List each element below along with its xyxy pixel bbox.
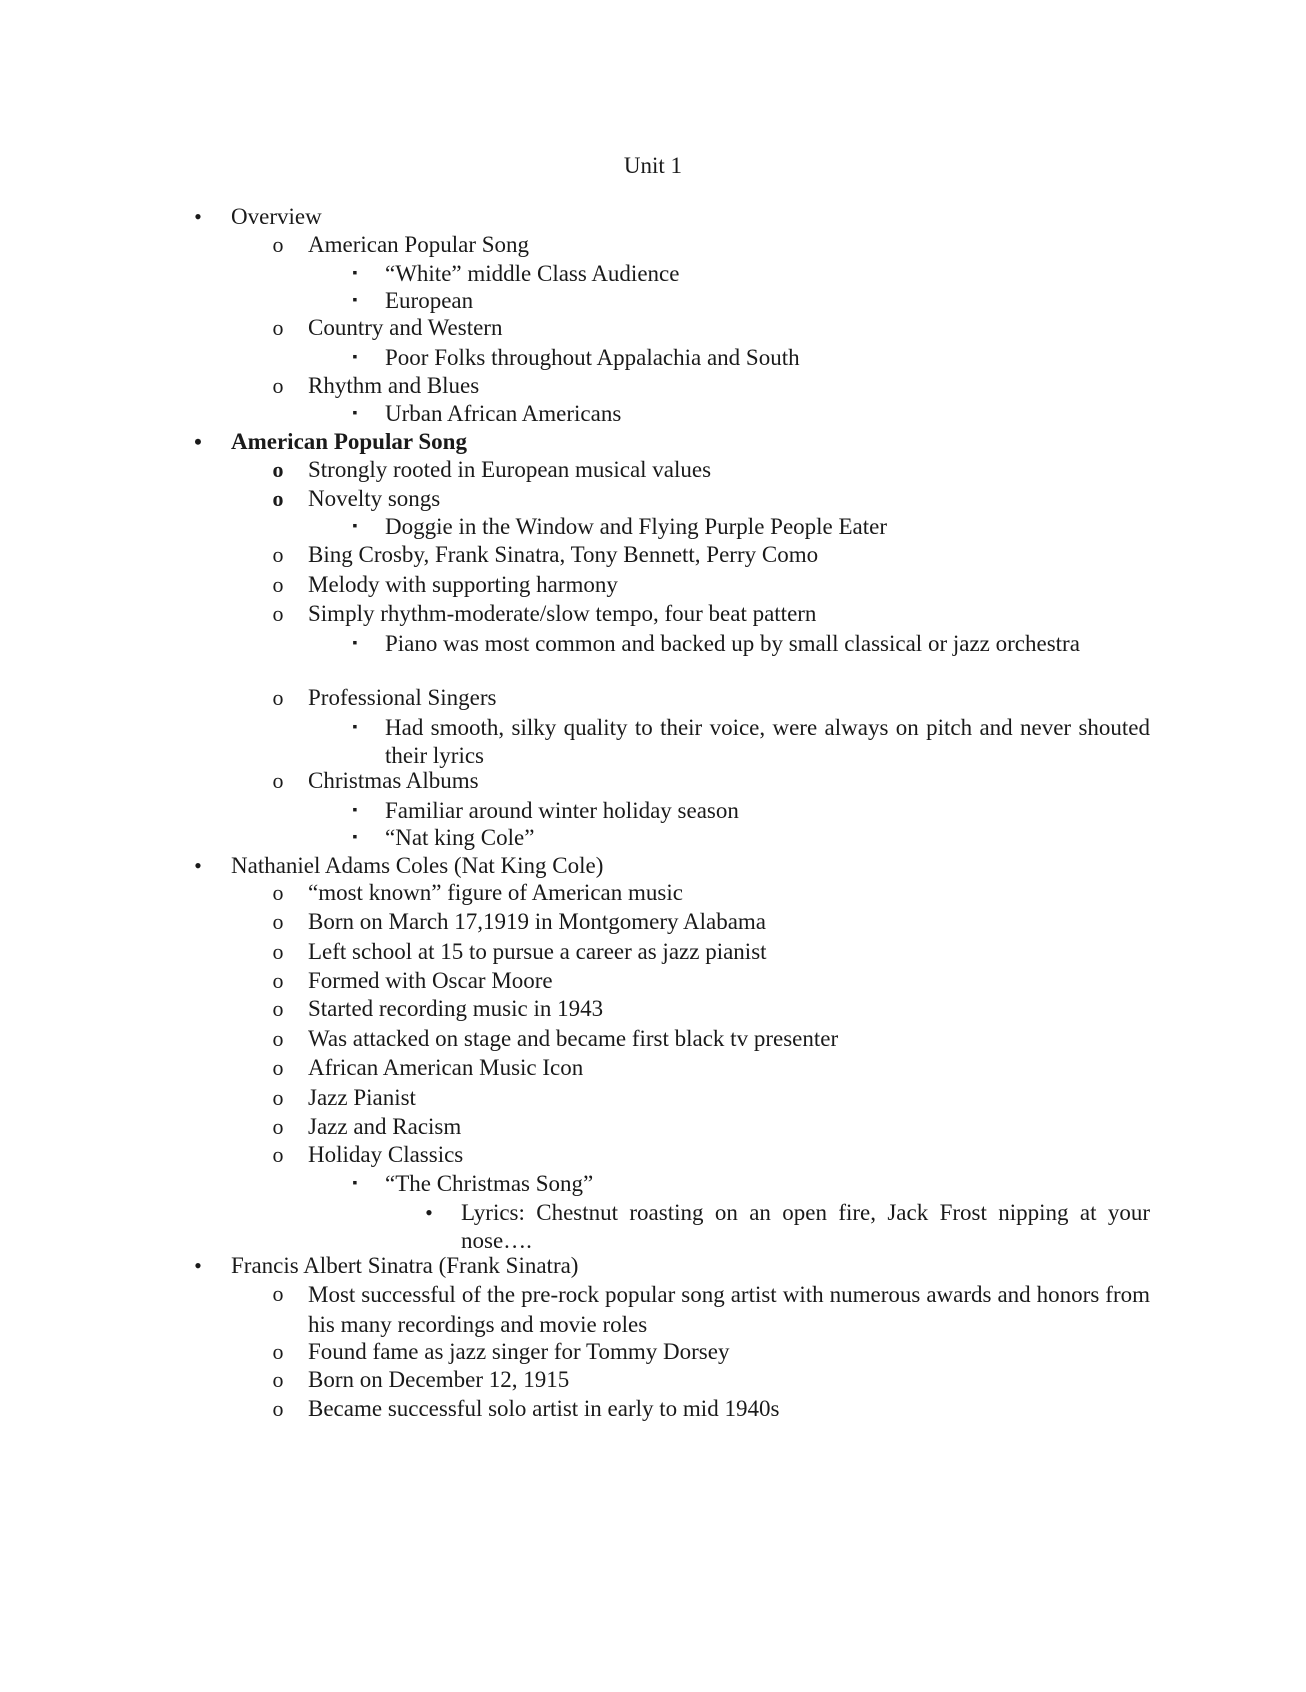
bullet-circle-icon: o xyxy=(272,880,284,905)
outline-item: Lyrics: Chestnut roasting on an open fire, Jack Frost nipping at your nose…. xyxy=(461,1200,1150,1253)
bullet-circle-icon: o xyxy=(272,1339,284,1364)
bullet-square-icon: ▪ xyxy=(352,720,358,735)
bullet-circle-icon: o xyxy=(272,542,284,567)
bullet-circle-icon: o xyxy=(272,996,284,1021)
outline-item: Became successful solo artist in early to mid 1940s xyxy=(308,1396,780,1421)
outline-item: Melody with supporting harmony xyxy=(308,572,618,597)
bullet-circle-icon: o xyxy=(272,457,284,482)
outline-item: Doggie in the Window and Flying Purple People Eater xyxy=(385,514,888,539)
outline-item: Jazz Pianist xyxy=(308,1085,416,1110)
bullet-circle-icon: o xyxy=(272,315,284,340)
bullet-dot-icon: • xyxy=(425,1200,433,1225)
bullet-circle-icon: o xyxy=(272,232,284,257)
outline-item: Most successful of the pre-rock popular song artist with numerous awards and honors from his many recordings and movie roles xyxy=(308,1282,1150,1337)
section-heading: Francis Albert Sinatra (Frank Sinatra) xyxy=(231,1253,579,1278)
bullet-circle-icon: o xyxy=(272,1026,284,1051)
outline-item: Was attacked on stage and became first black tv presenter xyxy=(308,1026,839,1051)
outline-item: Simply rhythm-moderate/slow tempo, four beat pattern xyxy=(308,601,817,626)
bullet-dot-icon: • xyxy=(194,853,202,878)
outline-item: “White” middle Class Audience xyxy=(385,261,680,286)
bullet-circle-icon: o xyxy=(272,1367,284,1392)
bullet-dot-icon: • xyxy=(194,204,202,229)
outline-item: Started recording music in 1943 xyxy=(308,996,604,1021)
bullet-square-icon: ▪ xyxy=(352,293,358,308)
outline-item: Born on March 17,1919 in Montgomery Alabama xyxy=(308,909,767,934)
bullet-circle-icon: o xyxy=(272,1085,284,1110)
outline-item: American Popular Song xyxy=(308,232,530,257)
outline-item: Christmas Albums xyxy=(308,768,479,793)
bullet-square-icon: ▪ xyxy=(352,830,358,845)
bullet-circle-icon: o xyxy=(272,968,284,993)
outline-item: Found fame as jazz singer for Tommy Dorsey xyxy=(308,1339,730,1364)
outline-item: African American Music Icon xyxy=(308,1055,584,1080)
bullet-circle-icon: o xyxy=(272,1396,284,1421)
outline-item: Urban African Americans xyxy=(385,401,622,426)
bullet-square-icon: ▪ xyxy=(352,803,358,818)
bullet-circle-icon: o xyxy=(272,939,284,964)
section-heading: American Popular Song xyxy=(231,429,467,454)
outline-item: Piano was most common and backed up by small classical or jazz orchestra xyxy=(385,631,1080,656)
outline-item: Overview xyxy=(231,204,322,229)
bullet-square-icon: ▪ xyxy=(352,519,358,534)
bullet-square-icon: ▪ xyxy=(352,1176,358,1191)
outline-item: Formed with Oscar Moore xyxy=(308,968,553,993)
outline-item: Strongly rooted in European musical values xyxy=(308,457,712,482)
bullet-square-icon: ▪ xyxy=(352,266,358,281)
bullet-circle-icon: o xyxy=(272,572,284,597)
outline-item: Bing Crosby, Frank Sinatra, Tony Bennett, Perry Como xyxy=(308,542,819,567)
outline-item: Had smooth, silky quality to their voice, were always on pitch and never shouted their lyrics xyxy=(385,715,1150,768)
outline-item: Left school at 15 to pursue a career as jazz pianist xyxy=(308,939,767,964)
bullet-circle-icon: o xyxy=(272,1281,284,1306)
outline-item: Country and Western xyxy=(308,315,503,340)
outline-item: Rhythm and Blues xyxy=(308,373,480,398)
outline-item: European xyxy=(385,288,474,313)
bullet-circle-icon: o xyxy=(272,1142,284,1167)
bullet-dot-icon: • xyxy=(194,1253,202,1278)
bullet-circle-icon: o xyxy=(272,373,284,398)
bullet-square-icon: ▪ xyxy=(352,350,358,365)
bullet-circle-icon: o xyxy=(272,909,284,934)
bullet-square-icon: ▪ xyxy=(352,636,358,651)
page-title: Unit 1 xyxy=(623,153,683,178)
bullet-circle-icon: o xyxy=(272,685,284,710)
outline-item: “The Christmas Song” xyxy=(385,1171,594,1196)
bullet-circle-icon: o xyxy=(272,486,284,511)
section-heading: Nathaniel Adams Coles (Nat King Cole) xyxy=(231,853,604,878)
bullet-circle-icon: o xyxy=(272,768,284,793)
outline-item: Born on December 12, 1915 xyxy=(308,1367,570,1392)
outline-item: Jazz and Racism xyxy=(308,1114,462,1139)
bullet-circle-icon: o xyxy=(272,601,284,626)
outline-item: Familiar around winter holiday season xyxy=(385,798,739,823)
outline-item: “Nat king Cole” xyxy=(385,825,535,850)
bullet-circle-icon: o xyxy=(272,1114,284,1139)
outline-item: Poor Folks throughout Appalachia and South xyxy=(385,345,800,370)
bullet-dot-icon: • xyxy=(194,429,202,454)
outline-item: “most known” figure of American music xyxy=(308,880,683,905)
bullet-circle-icon: o xyxy=(272,1055,284,1080)
outline-item: Professional Singers xyxy=(308,685,497,710)
outline-item: Novelty songs xyxy=(308,486,441,511)
outline-item: Holiday Classics xyxy=(308,1142,464,1167)
bullet-square-icon: ▪ xyxy=(352,406,358,421)
